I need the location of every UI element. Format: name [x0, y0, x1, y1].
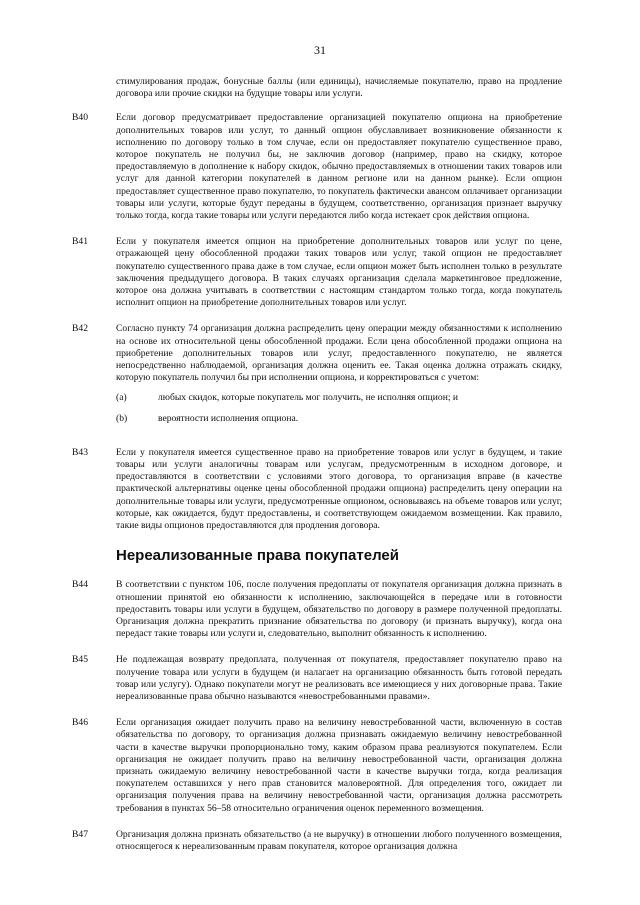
sub-item-marker: (a) [116, 392, 127, 404]
sub-item-a [116, 392, 562, 404]
paragraph-b41 [72, 236, 562, 309]
paragraph-number: B40 [72, 112, 88, 124]
paragraph-text: В соответствии с пунктом 106, после получения предоплаты от покупателя организация должна признать в отношении принятой ею обязанности к исполнению, заключающейся в передаче или в готовности предоставить товары или услуги в будущем, обязательство по договору в размере полученной предоплаты. Организация должна прекратить признание обязательства по договору (и признать выручку), когда она передаст такие товары или услуги и, следовательно, выполнит обязанность к исполнению. [116, 579, 562, 640]
page-number: 31 [314, 43, 326, 57]
sub-item-text: любых скидок, которые покупатель мог получить, не исполняя опцион; и [158, 392, 459, 404]
paragraph-b47 [72, 829, 562, 853]
paragraph-number: B42 [72, 323, 88, 335]
paragraph-b40 [72, 112, 562, 222]
paragraph-text: Согласно пункту 74 организация должна распределить цену операции между обязанностями к исполнению на основе их относительной цены обособленной продажи. Если цена обособленной продажи опциона на приобретение дополнительных товаров или услуг, предоставленного покупателю, не является непосредственно наблюдаемой, организация должна оценить ее. Такая оценка должна отражать скидку, которую покупатель получил бы при исполнении опциона, и корректироваться с учетом: [116, 323, 562, 384]
paragraph-number: B46 [72, 717, 88, 729]
sub-item-marker: (b) [116, 412, 128, 424]
paragraph-text: Если договор предусматривает предоставление организацией покупателю опциона на приобретение дополнительных товаров или услуг, то данный опцион обуславливает возникновение обязанности к исполнению по договору только в том случае, если он предоставляет покупателю существенное право, которое покупатель не получил бы, не заключив договор (например, право на скидку, которое предоставляемую в дополнение к набору скидок, обычно предоставляемых в отношении таких товаров или услуг для данной категории покупателей в данном регионе или на данном рынке). Если опцион предоставляет существенное право покупателю, то покупатель фактически авансом оплачивает организации товары или услуги, которые будут переданы в будущем, соответственно, организация признает выручку только тогда, когда такие товары или услуги передаются либо когда истекает срок действия опциона. [116, 112, 562, 222]
paragraph-text: Если организация ожидает получить право на величину невостребованной части, включенную в состав обязательства по договору, то организация должна признавать ожидаемую величину невостребованной части в качестве выручки пропорционально тому, каким образом права реализуются покупателем. Если организация не ожидает получить право на величину невостребованной части, организация должна признать ожидаемую величину невостребованной части в качестве выручки тогда, когда реализация покупателем оставшихся у него прав становится маловероятной. Для определения того, ожидает ли организация получения права на величину невостребованной части, организация должна рассмотреть требования в пунктах 56–58 относительно ограничения оценок переменного возмещения. [116, 717, 562, 814]
paragraph-body [116, 323, 562, 432]
paragraph-number: B47 [72, 828, 88, 840]
paragraph-b46 [72, 717, 562, 815]
paragraph-number: B41 [72, 236, 88, 248]
paragraph-b44 [72, 579, 562, 640]
paragraph-b42 [72, 323, 562, 432]
paragraph-text: Если у покупателя имеется существенное право на приобретение товаров или услуг в будущем, и такие товары или услуги аналогичны товарам или услугам, предусмотренным в исходном договоре, и предоставляются в соответствии с условиями этого договора, то организация вправе (в качестве практической альтернативы оценке цены обособленной продажи опциона) распределить цену операции на дополнительные товары или услуги, предусмотренные опционом, основываясь на объеме товаров или услуг, которые, как ожидается, будут предоставлены, и соответствующем ожидаемом возмещении. Как правило, такие виды опционов предоставляются для продления договора. [116, 446, 562, 532]
paragraph-text: Не подлежащая возврату предоплата, полученная от покупателя, предоставляет покупателю право на получение товара или услуги в будущем (и налагает на организацию обязанность быть готовой передать товар или услугу). Однако покупатели могут не реализовать все имеющиеся у них договорные права. Такие нереализованные права обычно называются «невостребованными правами». [116, 654, 562, 702]
page-content [72, 76, 562, 867]
section-heading: Нереализованные права покупателей [116, 547, 399, 565]
paragraph-text: Если у покупателя имеется опцион на приобретение дополнительных товаров или услуг по цене, отражающей цену обособленной продажи таких товаров или услуг, такой опцион не предоставляет покупателю существенного права даже в том случае, если опцион может быть исполнен только в результате заключения предыдущего договора. В таких случаях организация сделала маркетинговое предложение, которое она должна учитывать в соответствии с настоящим стандартом только тогда, когда покупатель исполнит опцион на приобретение дополнительных товаров или услуг. [116, 236, 562, 309]
paragraph-number: B45 [72, 654, 88, 666]
paragraph-b43 [72, 447, 562, 532]
sub-item-b [116, 413, 562, 425]
paragraph-number: B43 [72, 446, 88, 458]
paragraph-text: Организация должна признать обязательство (а не выручку) в отношении любого полученного возмещения, относящегося к нереализованным правам покупателя, которое организация должна [116, 828, 562, 852]
paragraph-b45 [72, 654, 562, 703]
paragraph-number: B44 [72, 579, 88, 591]
sub-item-list [116, 392, 562, 424]
intro-continuation: стимулирования продаж, бонусные баллы (или единицы), начисляемые покупателю, право на продление договора или прочие скидки на будущие товары или услуги. [116, 76, 562, 100]
sub-item-text: вероятности исполнения опциона. [158, 412, 299, 424]
